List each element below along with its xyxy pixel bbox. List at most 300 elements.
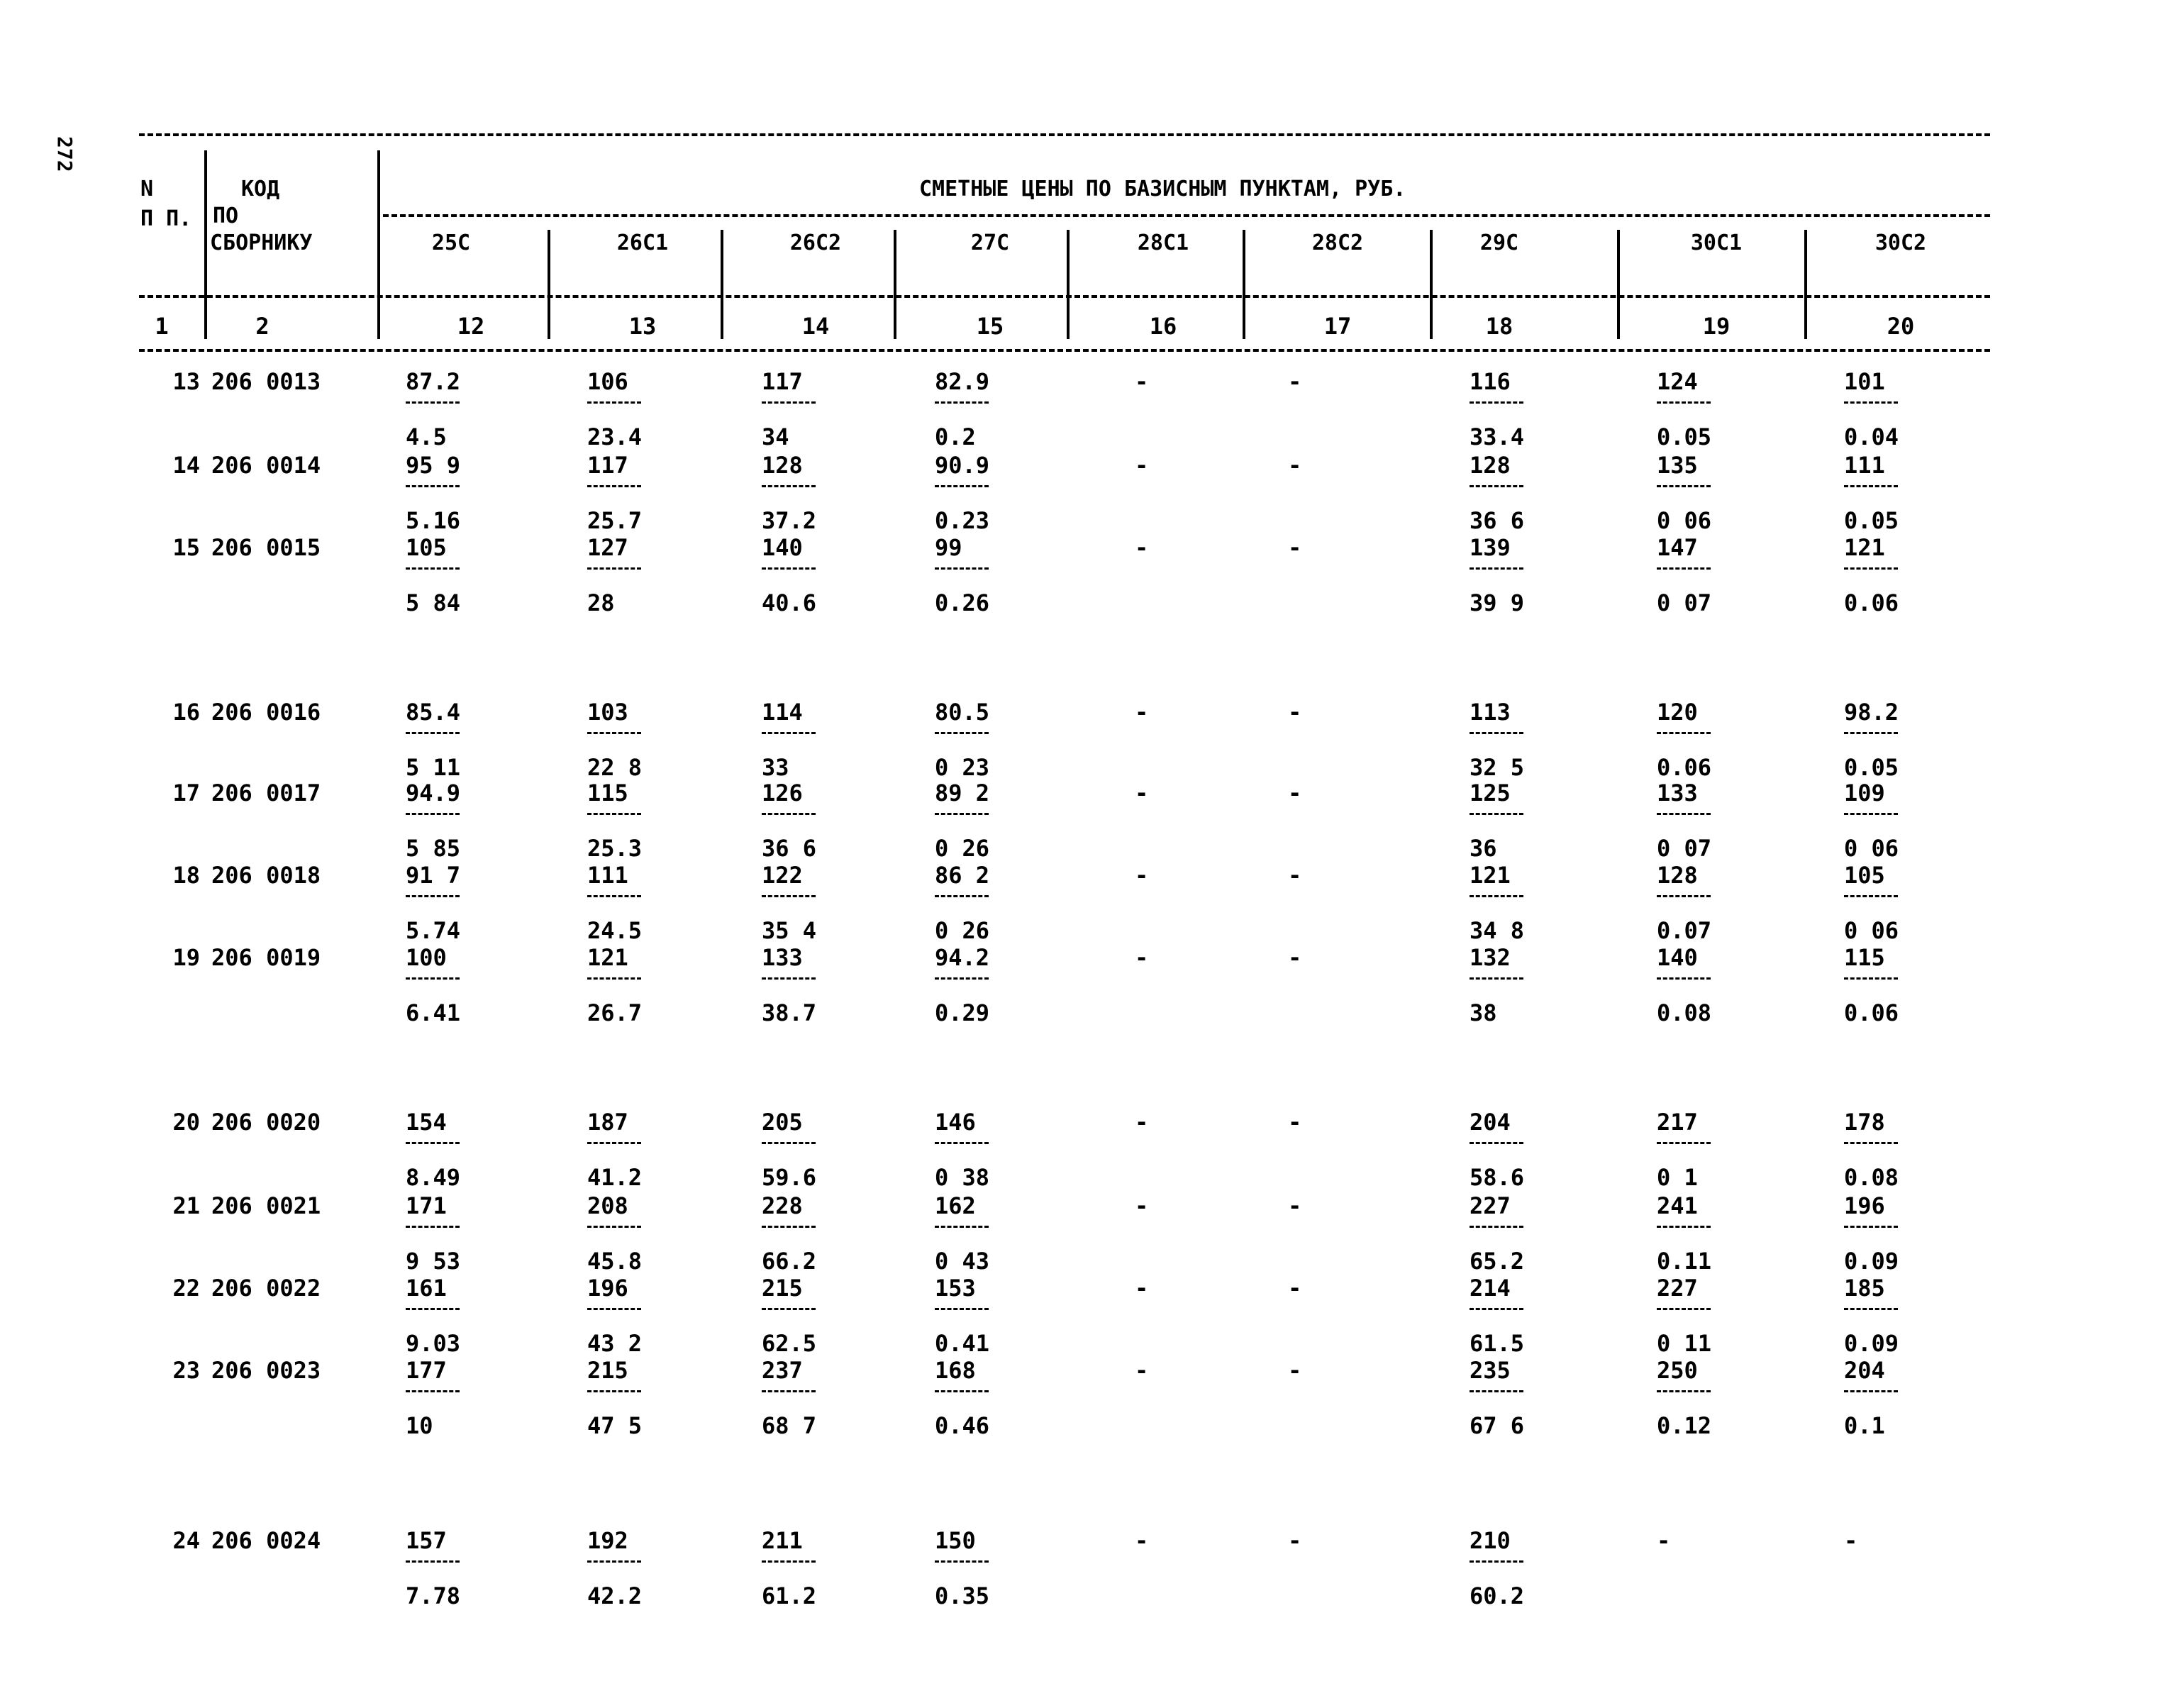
fraction-bar <box>1470 401 1523 404</box>
fraction-bar <box>1657 401 1711 404</box>
price-numerator: 117 <box>587 452 628 479</box>
price-denominator: 4.5 <box>406 423 447 450</box>
fraction-bar <box>1470 977 1523 980</box>
price-numerator: 135 <box>1657 452 1698 479</box>
column-header: 25С <box>431 231 471 255</box>
price-denominator: 60.2 <box>1470 1582 1525 1609</box>
price-numerator: 89 2 <box>935 780 990 806</box>
fraction-bar <box>1657 1142 1711 1144</box>
price-numerator: 140 <box>1657 944 1698 971</box>
fraction-bar <box>762 732 816 734</box>
price-numerator: 98.2 <box>1844 699 1899 726</box>
price-denominator: 0.08 <box>1657 999 1712 1026</box>
row-code: 206 0013 <box>211 368 321 395</box>
fraction-bar <box>587 977 641 980</box>
column-separator <box>894 230 896 339</box>
price-denominator: 33 <box>762 754 789 781</box>
group-header-rule <box>383 214 1990 217</box>
price-dash: - <box>1135 862 1149 889</box>
row-number: 19 <box>172 944 200 971</box>
row-number: 18 <box>172 862 200 889</box>
price-numerator: 133 <box>1657 780 1698 806</box>
price-dash: - <box>1288 368 1302 395</box>
row-code: 206 0017 <box>211 780 321 806</box>
price-dash: - <box>1288 862 1302 889</box>
row-code: 206 0022 <box>211 1275 321 1302</box>
price-denominator: 0.26 <box>935 589 990 616</box>
price-numerator: 215 <box>762 1275 803 1302</box>
price-denominator: 0 38 <box>935 1164 990 1191</box>
price-denominator: 28 <box>587 589 615 616</box>
row-number: 20 <box>172 1109 200 1136</box>
column-header: 26С1 <box>616 231 669 255</box>
column-separator <box>1430 230 1433 339</box>
page-number: 272 <box>53 136 77 172</box>
price-numerator: 208 <box>587 1192 628 1219</box>
price-numerator: 126 <box>762 780 803 806</box>
fraction-bar <box>935 485 989 487</box>
column-separator <box>1617 230 1620 339</box>
column-separator <box>1067 230 1070 339</box>
fraction-bar <box>1657 895 1711 897</box>
fraction-bar <box>1844 813 1898 815</box>
fraction-bar <box>1657 813 1711 815</box>
fraction-bar <box>762 1226 816 1228</box>
price-numerator: 121 <box>587 944 628 971</box>
price-numerator: 80.5 <box>935 699 990 726</box>
price-numerator: 106 <box>587 368 628 395</box>
fraction-bar <box>587 732 641 734</box>
price-numerator: 204 <box>1470 1109 1511 1136</box>
price-denominator: 5.16 <box>406 507 461 534</box>
fraction-bar <box>935 732 989 734</box>
price-numerator: 250 <box>1657 1357 1698 1384</box>
price-denominator: 42.2 <box>587 1582 643 1609</box>
fraction-bar <box>1657 732 1711 734</box>
fraction-bar <box>406 1142 460 1144</box>
price-numerator: 196 <box>587 1275 628 1302</box>
price-numerator: 90.9 <box>935 452 990 479</box>
price-denominator: 0 26 <box>935 835 990 862</box>
column-number: 12 <box>457 313 485 340</box>
price-denominator: 6.41 <box>406 999 461 1026</box>
column-separator <box>204 150 207 339</box>
price-numerator: 101 <box>1844 368 1885 395</box>
price-numerator: 87.2 <box>406 368 461 395</box>
price-numerator: 204 <box>1844 1357 1885 1384</box>
column-header: 27С <box>970 231 1010 255</box>
row-number: 14 <box>172 452 200 479</box>
fraction-bar <box>1470 813 1523 815</box>
price-numerator: 177 <box>406 1357 447 1384</box>
header-bottom-rule <box>139 295 1990 298</box>
price-numerator: 139 <box>1470 534 1511 561</box>
fraction-bar <box>1470 485 1523 487</box>
price-numerator: 86 2 <box>935 862 990 889</box>
fraction-bar <box>1844 485 1898 487</box>
price-numerator: 210 <box>1470 1527 1511 1554</box>
price-denominator: 34 <box>762 423 789 450</box>
price-numerator: 211 <box>762 1527 803 1554</box>
price-numerator: 146 <box>935 1109 976 1136</box>
price-numerator: 115 <box>1844 944 1885 971</box>
fraction-bar <box>762 1308 816 1310</box>
price-denominator: 0.46 <box>935 1412 990 1439</box>
fraction-bar <box>935 1308 989 1310</box>
row-code: 206 0024 <box>211 1527 321 1554</box>
price-numerator: 214 <box>1470 1275 1511 1302</box>
fraction-bar <box>406 1390 460 1392</box>
column-separator <box>548 230 550 339</box>
fraction-bar <box>587 401 641 404</box>
price-denominator: 34 8 <box>1470 917 1525 944</box>
price-denominator: 0 06 <box>1657 507 1712 534</box>
price-denominator: 0.09 <box>1844 1248 1899 1275</box>
price-denominator: 0.06 <box>1844 589 1899 616</box>
price-dash: - <box>1135 1109 1149 1136</box>
fraction-bar <box>587 1560 641 1563</box>
price-denominator: 59.6 <box>762 1164 817 1191</box>
row-number: 16 <box>172 699 200 726</box>
column-number: 19 <box>1702 313 1731 340</box>
price-denominator: 41.2 <box>587 1164 643 1191</box>
price-denominator: 68 7 <box>762 1412 817 1439</box>
fraction-bar <box>1844 732 1898 734</box>
price-numerator: 140 <box>762 534 803 561</box>
fraction-bar <box>1844 401 1898 404</box>
price-denominator: 0.11 <box>1657 1248 1712 1275</box>
price-dash: - <box>1135 1192 1149 1219</box>
fraction-bar <box>1470 1226 1523 1228</box>
price-denominator: 40.6 <box>762 589 817 616</box>
price-denominator: 0.41 <box>935 1330 990 1357</box>
price-dash: - <box>1135 780 1149 806</box>
column-separator <box>1804 230 1807 339</box>
row-number: 22 <box>172 1275 200 1302</box>
fraction-bar <box>935 401 989 404</box>
fraction-bar <box>587 895 641 897</box>
price-denominator: 0 11 <box>1657 1330 1712 1357</box>
fraction-bar <box>1657 485 1711 487</box>
row-number: 23 <box>172 1357 200 1384</box>
fraction-bar <box>406 732 460 734</box>
fraction-bar <box>935 813 989 815</box>
fraction-bar <box>406 1560 460 1563</box>
price-denominator: 24.5 <box>587 917 643 944</box>
fraction-bar <box>935 1390 989 1392</box>
price-numerator: 217 <box>1657 1109 1698 1136</box>
price-denominator: 65.2 <box>1470 1248 1525 1275</box>
group-title: СМЕТНЫЕ ЦЕНЫ ПО БАЗИСНЫМ ПУНКТАМ, РУБ. <box>919 177 1406 201</box>
price-denominator: 0.05 <box>1844 507 1899 534</box>
row-code: 206 0016 <box>211 699 321 726</box>
row-code: 206 0015 <box>211 534 321 561</box>
price-dash: - <box>1135 699 1149 726</box>
column-header: 30С1 <box>1690 231 1743 255</box>
fraction-bar <box>1844 1308 1898 1310</box>
price-numerator: 114 <box>762 699 803 726</box>
price-numerator: 154 <box>406 1109 447 1136</box>
row-code: 206 0014 <box>211 452 321 479</box>
price-denominator: 47 5 <box>587 1412 643 1439</box>
row-code: 206 0018 <box>211 862 321 889</box>
price-numerator: 125 <box>1470 780 1511 806</box>
price-numerator: 241 <box>1657 1192 1698 1219</box>
fraction-bar <box>1470 1560 1523 1563</box>
price-numerator: 103 <box>587 699 628 726</box>
price-denominator: 9 53 <box>406 1248 461 1275</box>
price-numerator: 157 <box>406 1527 447 1554</box>
price-numerator: 117 <box>762 368 803 395</box>
fraction-bar <box>762 977 816 980</box>
price-numerator: 122 <box>762 862 803 889</box>
fraction-bar <box>935 895 989 897</box>
price-denominator: 0.05 <box>1657 423 1712 450</box>
price-denominator: 38.7 <box>762 999 817 1026</box>
price-numerator: 228 <box>762 1192 803 1219</box>
fraction-bar <box>1657 567 1711 570</box>
price-denominator: 36 6 <box>1470 507 1525 534</box>
price-numerator: 187 <box>587 1109 628 1136</box>
price-denominator: 7.78 <box>406 1582 461 1609</box>
fraction-bar <box>1657 1390 1711 1392</box>
price-numerator: 171 <box>406 1192 447 1219</box>
column-separator <box>1243 230 1245 339</box>
price-numerator: 121 <box>1470 862 1511 889</box>
price-denominator: 0.08 <box>1844 1164 1899 1191</box>
price-numerator: 128 <box>1470 452 1511 479</box>
fraction-bar <box>762 485 816 487</box>
price-dash: - <box>1135 1527 1149 1554</box>
fraction-bar <box>587 485 641 487</box>
price-dash: - <box>1288 1357 1302 1384</box>
row-number: 13 <box>172 368 200 395</box>
price-denominator: 0.06 <box>1657 754 1712 781</box>
fraction-bar <box>1844 895 1898 897</box>
price-dash: - <box>1288 1109 1302 1136</box>
num-label-line2: П П. <box>140 206 192 231</box>
price-denominator: 5 11 <box>406 754 461 781</box>
price-numerator: 100 <box>406 944 447 971</box>
price-numerator: 235 <box>1470 1357 1511 1384</box>
fraction-bar <box>762 895 816 897</box>
price-denominator: 0.1 <box>1844 1412 1885 1439</box>
price-denominator: 0.09 <box>1844 1330 1899 1357</box>
fraction-bar <box>935 1226 989 1228</box>
fraction-bar <box>587 1226 641 1228</box>
price-dash: - <box>1135 452 1149 479</box>
fraction-bar <box>587 567 641 570</box>
fraction-bar <box>406 567 460 570</box>
fraction-bar <box>406 485 460 487</box>
price-dash: - <box>1288 780 1302 806</box>
column-header: 29С <box>1479 231 1519 255</box>
price-dash: - <box>1844 1527 1858 1554</box>
fraction-bar <box>1470 1142 1523 1144</box>
price-denominator: 62.5 <box>762 1330 817 1357</box>
fraction-bar <box>406 813 460 815</box>
num-label: N <box>140 177 154 201</box>
column-header: 26С2 <box>789 231 842 255</box>
price-dash: - <box>1135 1275 1149 1302</box>
fraction-bar <box>587 1390 641 1392</box>
price-numerator: 105 <box>1844 862 1885 889</box>
price-numerator: 178 <box>1844 1109 1885 1136</box>
fraction-bar <box>935 567 989 570</box>
price-dash: - <box>1135 534 1149 561</box>
fraction-bar <box>762 1560 816 1563</box>
price-numerator: 128 <box>1657 862 1698 889</box>
price-numerator: 121 <box>1844 534 1885 561</box>
row-number: 24 <box>172 1527 200 1554</box>
price-numerator: 127 <box>587 534 628 561</box>
price-numerator: 153 <box>935 1275 976 1302</box>
price-denominator: 0.04 <box>1844 423 1899 450</box>
row-code: 206 0023 <box>211 1357 321 1384</box>
column-number: 18 <box>1485 313 1513 340</box>
fraction-bar <box>935 977 989 980</box>
price-dash: - <box>1135 944 1149 971</box>
column-number-rule <box>139 349 1990 352</box>
column-number: 1 <box>155 313 169 340</box>
price-numerator: 82.9 <box>935 368 990 395</box>
price-denominator: 0 06 <box>1844 917 1899 944</box>
price-denominator: 67 6 <box>1470 1412 1525 1439</box>
price-numerator: 124 <box>1657 368 1698 395</box>
column-header: 28С1 <box>1137 231 1189 255</box>
fraction-bar <box>1844 977 1898 980</box>
price-numerator: 113 <box>1470 699 1511 726</box>
fraction-bar <box>1844 1142 1898 1144</box>
column-number: 17 <box>1323 313 1352 340</box>
price-denominator: 0.06 <box>1844 999 1899 1026</box>
price-numerator: 109 <box>1844 780 1885 806</box>
price-denominator: 0 06 <box>1844 835 1899 862</box>
price-denominator: 35 4 <box>762 917 817 944</box>
table-top-rule <box>139 133 1990 136</box>
fraction-bar <box>406 895 460 897</box>
row-number: 21 <box>172 1192 200 1219</box>
column-number: 13 <box>628 313 657 340</box>
row-number: 15 <box>172 534 200 561</box>
column-number: 15 <box>976 313 1004 340</box>
fraction-bar <box>762 401 816 404</box>
price-denominator: 10 <box>406 1412 433 1439</box>
row-code: 206 0020 <box>211 1109 321 1136</box>
fraction-bar <box>762 1142 816 1144</box>
price-denominator: 38 <box>1470 999 1497 1026</box>
price-numerator: 99 <box>935 534 962 561</box>
fraction-bar <box>935 1142 989 1144</box>
price-numerator: 192 <box>587 1527 628 1554</box>
fraction-bar <box>1470 567 1523 570</box>
row-code: 206 0019 <box>211 944 321 971</box>
price-denominator: 0.35 <box>935 1582 990 1609</box>
code-label-line2: ПО <box>213 204 239 228</box>
price-denominator: 23.4 <box>587 423 643 450</box>
row-code: 206 0021 <box>211 1192 321 1219</box>
code-label: КОД <box>241 177 280 201</box>
row-number: 17 <box>172 780 200 806</box>
price-dash: - <box>1288 1275 1302 1302</box>
price-numerator: 111 <box>587 862 628 889</box>
price-denominator: 0.23 <box>935 507 990 534</box>
price-numerator: 185 <box>1844 1275 1885 1302</box>
price-denominator: 0 07 <box>1657 835 1712 862</box>
price-denominator: 0.2 <box>935 423 976 450</box>
price-denominator: 33.4 <box>1470 423 1525 450</box>
fraction-bar <box>935 1560 989 1563</box>
price-numerator: 162 <box>935 1192 976 1219</box>
price-dash: - <box>1288 1527 1302 1554</box>
column-header: 30С2 <box>1874 231 1927 255</box>
price-denominator: 8.49 <box>406 1164 461 1191</box>
price-numerator: 133 <box>762 944 803 971</box>
price-dash: - <box>1288 452 1302 479</box>
fraction-bar <box>587 1308 641 1310</box>
price-numerator: 116 <box>1470 368 1511 395</box>
price-denominator: 22 8 <box>587 754 643 781</box>
price-numerator: 85.4 <box>406 699 461 726</box>
price-denominator: 0 43 <box>935 1248 990 1275</box>
price-denominator: 0 23 <box>935 754 990 781</box>
price-denominator: 61.2 <box>762 1582 817 1609</box>
price-numerator: 168 <box>935 1357 976 1384</box>
price-numerator: 128 <box>762 452 803 479</box>
price-dash: - <box>1135 368 1149 395</box>
fraction-bar <box>1657 1308 1711 1310</box>
fraction-bar <box>1470 732 1523 734</box>
fraction-bar <box>762 1390 816 1392</box>
price-denominator: 36 <box>1470 835 1497 862</box>
price-denominator: 66.2 <box>762 1248 817 1275</box>
code-label-line3: СБОРНИКУ <box>210 231 313 255</box>
price-denominator: 0.12 <box>1657 1412 1712 1439</box>
price-denominator: 45.8 <box>587 1248 643 1275</box>
price-denominator: 39 9 <box>1470 589 1525 616</box>
price-numerator: 205 <box>762 1109 803 1136</box>
price-denominator: 5 85 <box>406 835 461 862</box>
price-numerator: 237 <box>762 1357 803 1384</box>
price-dash: - <box>1288 944 1302 971</box>
fraction-bar <box>406 401 460 404</box>
price-numerator: 91 7 <box>406 862 461 889</box>
fraction-bar <box>406 1308 460 1310</box>
price-dash: - <box>1135 1357 1149 1384</box>
price-denominator: 43 2 <box>587 1330 643 1357</box>
price-denominator: 37.2 <box>762 507 817 534</box>
fraction-bar <box>1844 1390 1898 1392</box>
price-numerator: 95 9 <box>406 452 461 479</box>
column-number: 16 <box>1149 313 1177 340</box>
price-numerator: 111 <box>1844 452 1885 479</box>
fraction-bar <box>587 1142 641 1144</box>
price-numerator: 120 <box>1657 699 1698 726</box>
price-numerator: 150 <box>935 1527 976 1554</box>
fraction-bar <box>1470 895 1523 897</box>
fraction-bar <box>1470 1308 1523 1310</box>
price-numerator: 115 <box>587 780 628 806</box>
price-numerator: 161 <box>406 1275 447 1302</box>
price-numerator: 94.2 <box>935 944 990 971</box>
fraction-bar <box>1657 977 1711 980</box>
price-numerator: 215 <box>587 1357 628 1384</box>
price-denominator: 32 5 <box>1470 754 1525 781</box>
price-dash: - <box>1657 1527 1671 1554</box>
price-denominator: 26.7 <box>587 999 643 1026</box>
price-denominator: 25.7 <box>587 507 643 534</box>
column-number: 2 <box>255 313 270 340</box>
